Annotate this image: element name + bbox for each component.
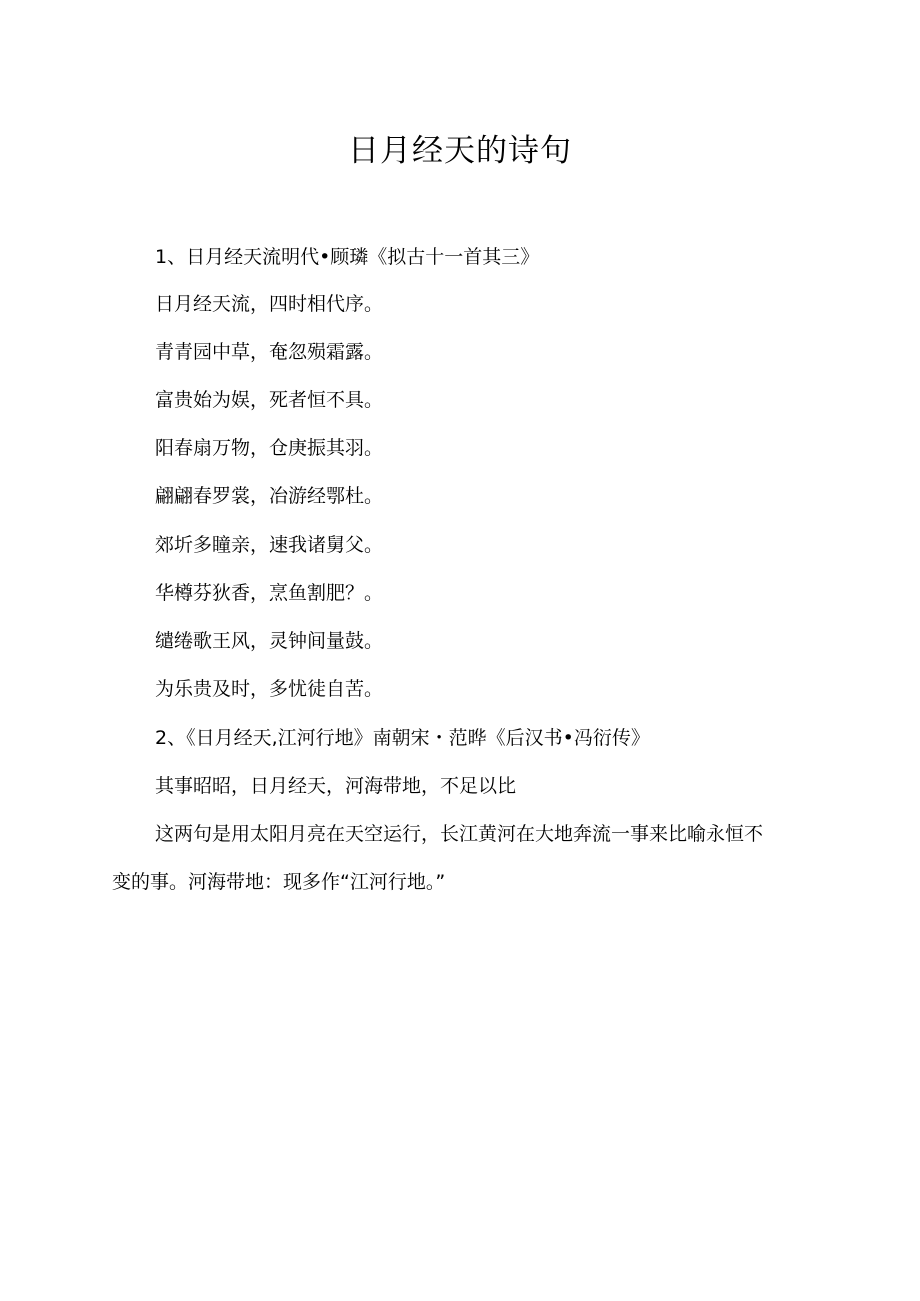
section-2-quote: 其事昭昭，日月经天，河海带地，不足以比 — [155, 775, 517, 797]
poem-line-8: 缱绻歌王风，灵钟间量鼓。 — [155, 630, 384, 652]
poem-line-6: 郊圻多瞳亲，速我诸舅父。 — [155, 534, 384, 556]
poem-line-7: 华樽芬狄香，烹鱼割肥？。 — [155, 582, 384, 604]
document-title: 日月经天的诗句 — [348, 133, 572, 169]
section-2-heading: 2、《日月经天,江河行地》南朝宋・范晔《后汉书•冯衍传》 — [155, 727, 650, 749]
poem-line-5: 翩翩春罗裳，冶游经鄂杜。 — [155, 485, 384, 507]
poem-line-3: 富贵始为娱，死者恒不具。 — [155, 389, 384, 411]
explanation-line-1: 这两句是用太阳月亮在天空运行，长江黄河在大地奔流一事来比喻永恒不 — [155, 823, 764, 845]
poem-line-9: 为乐贵及时，多忧徒自苦。 — [155, 678, 384, 700]
poem-line-1: 日月经天流，四时相代序。 — [155, 293, 384, 315]
section-1-heading: 1、日月经天流明代•顾璘《拟古十一首其三》 — [155, 246, 540, 268]
poem-line-4: 阳春扇万物，仓庚振其羽。 — [155, 437, 384, 459]
explanation-line-2: 变的事。河海带地：现多作“江河行地。” — [112, 871, 446, 893]
poem-line-2: 青青园中草，奄忽殒霜露。 — [155, 341, 384, 363]
